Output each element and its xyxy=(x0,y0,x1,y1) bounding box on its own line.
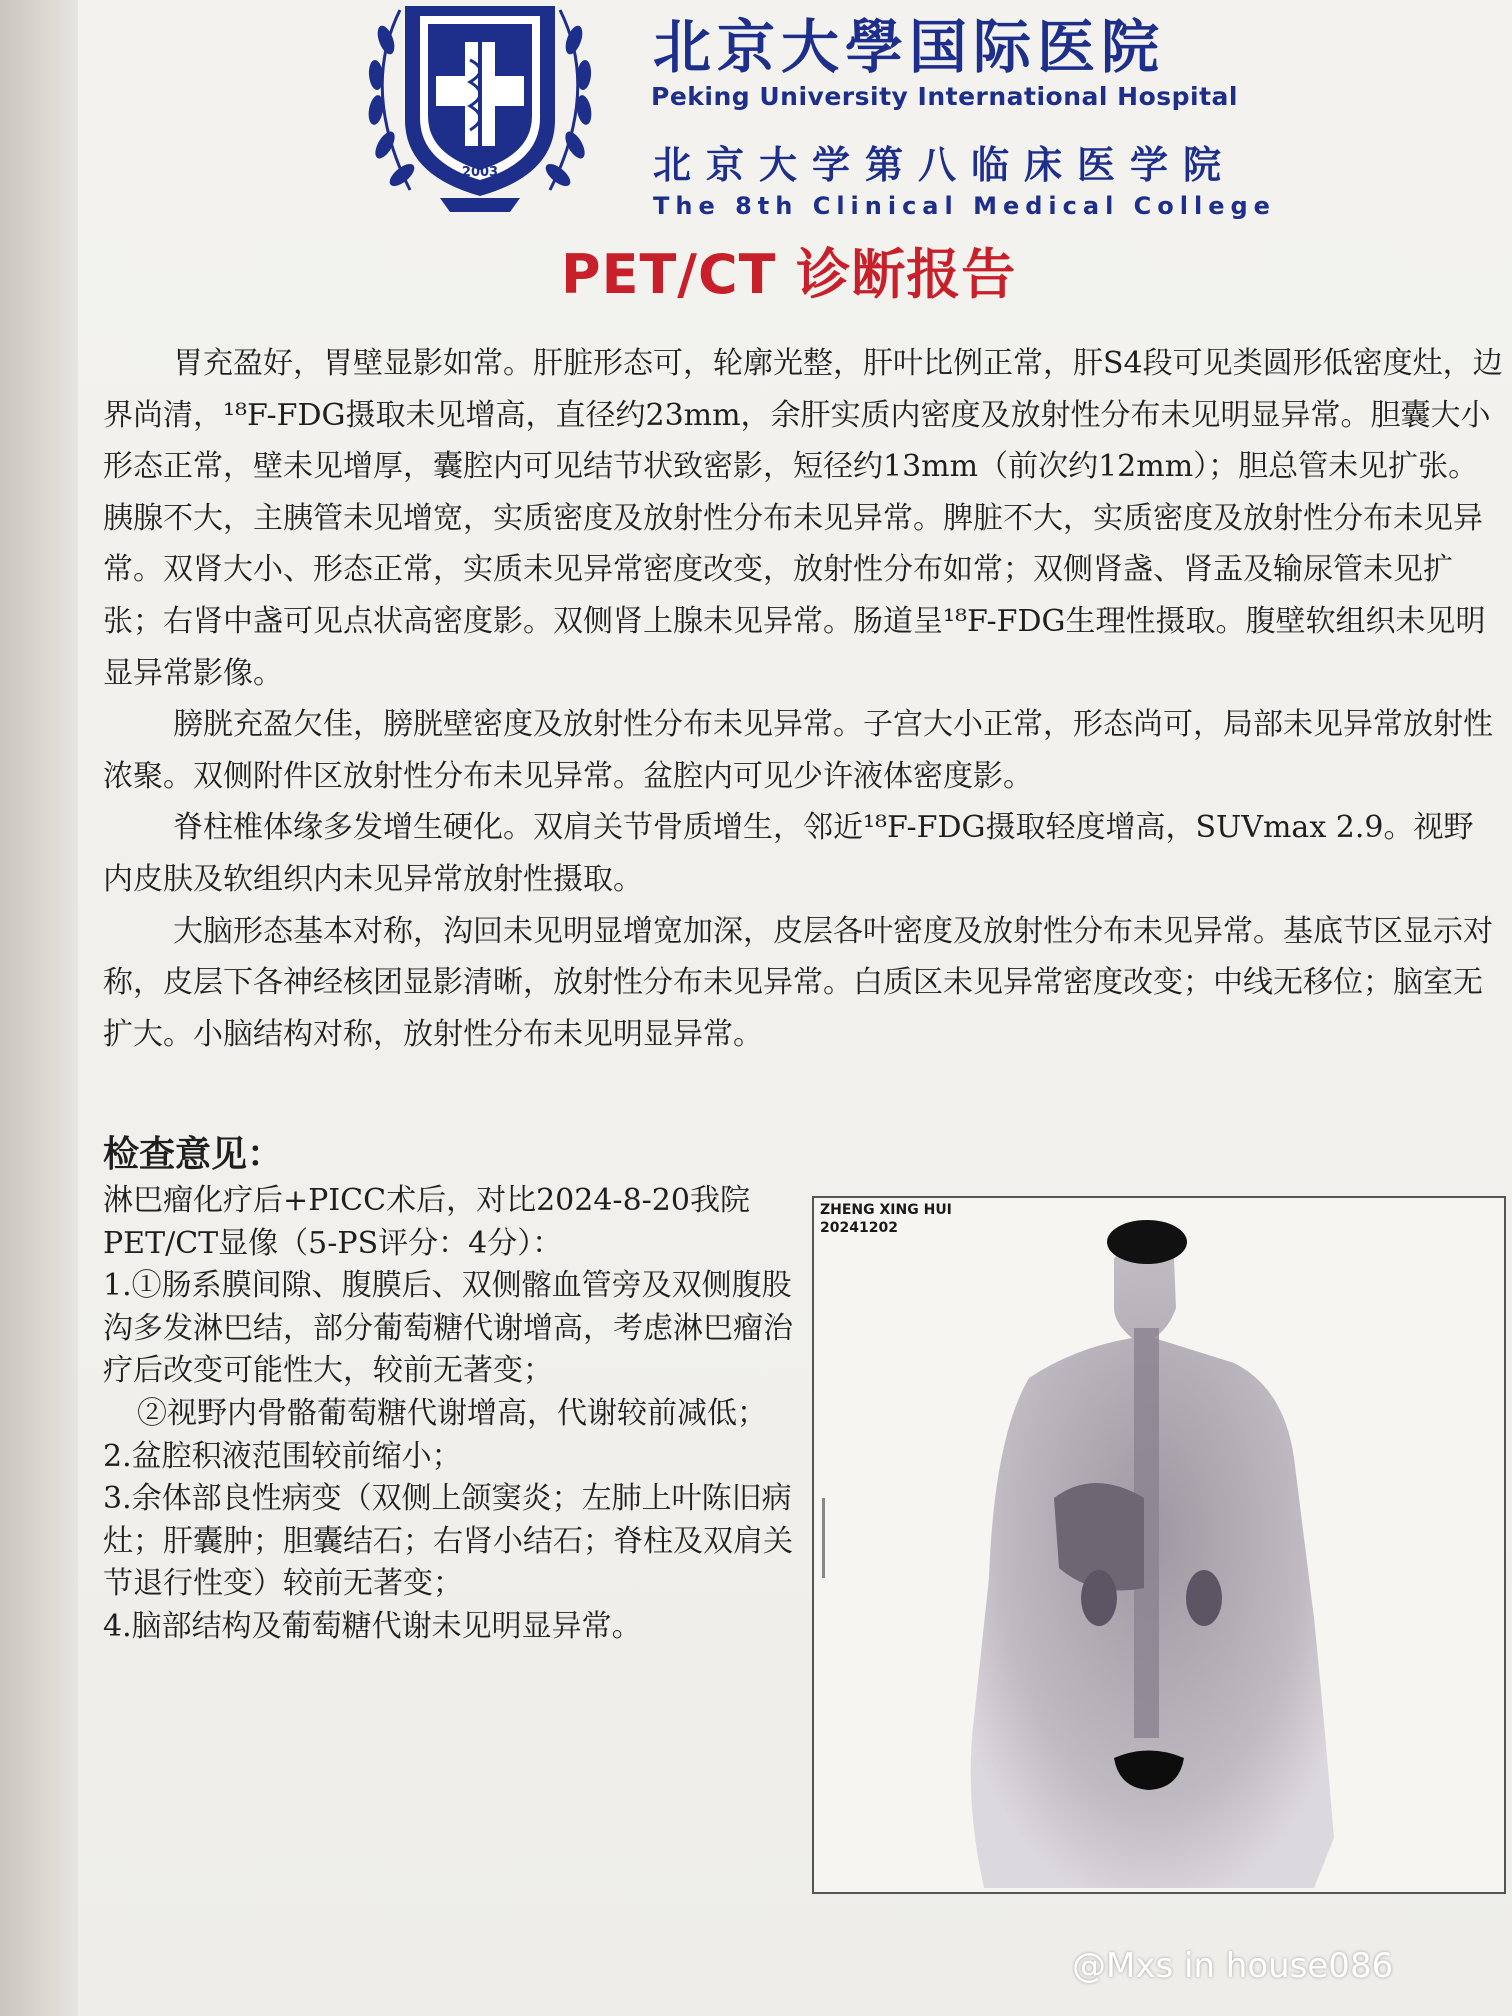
pet-patient-name: ZHENG XING HUI xyxy=(820,1202,952,1218)
pet-scan-date: 20241202 xyxy=(820,1220,898,1236)
findings-paragraph-skeleton: 脊柱椎体缘多发增生硬化。双肩关节骨质增生，邻近¹⁸F-FDG摄取轻度增高，SUVmax 2.9。视野内皮肤及软组织内未见异常放射性摄取。 xyxy=(103,810,1474,897)
conclusion-heading: 检查意见： xyxy=(103,1134,284,1175)
conclusion-item-1a: 1.①肠系膜间隙、腹膜后、双侧髂血管旁及双侧腹股沟多发淋巴结，部分葡萄糖代谢增高，考虑淋巴瘤治疗后改变可能性大，较前无著变； xyxy=(103,1268,793,1389)
hospital-name-en: Peking University International Hospital xyxy=(651,82,1238,111)
conclusion-intro: 淋巴瘤化疗后+PICC术后，对比2024-8-20我院PET/CT显像（5-PS评分：4分）： xyxy=(103,1183,750,1261)
logo-year: 2003 xyxy=(461,165,499,180)
college-name-en: The 8th Clinical Medical College xyxy=(653,192,1276,220)
watermark: @Mxs in house086 xyxy=(1072,1946,1394,1986)
findings-section xyxy=(103,338,1503,1060)
hospital-logo xyxy=(340,0,620,216)
conclusion-item-4: 4.脑部结构及葡萄糖代谢未见明显异常。 xyxy=(103,1608,642,1644)
findings-paragraph-brain: 大脑形态基本对称，沟回未见明显增宽加深，皮层各叶密度及放射性分布未见异常。基底节区显示对称，皮层下各神经核团显影清晰，放射性分布未见异常。白质区未见异常密度改变；中线无移位；脑室无扩大。小脑结构对称，放射性分布未见明显异常。 xyxy=(103,913,1493,1052)
report-header xyxy=(78,0,1512,310)
conclusion-item-2: 2.盆腔积液范围较前缩小； xyxy=(103,1438,462,1474)
page-gutter-shadow xyxy=(0,0,80,2016)
pet-mip-image xyxy=(812,1196,1506,1894)
college-name-cn: 北京大学第八临床医学院 xyxy=(653,143,1237,187)
conclusion-item-3: 3.余体部良性病变（双侧上颌窦炎；左肺上叶陈旧病灶；肝囊肿；胆囊结石；右肾小结石；脊柱及双肩关节退行性变）较前无著变； xyxy=(103,1481,793,1602)
findings-paragraph-abdomen: 胃充盈好，胃壁显影如常。肝脏形态可，轮廓光整，肝叶比例正常，肝S4段可见类圆形低密度灶，边界尚清，¹⁸F-FDG摄取未见增高，直径约23mm，余肝实质内密度及放射性分布未见明显异常。胆囊大小形态正常，壁未见增厚，囊腔内可见结节状致密影，短径约13mm（前次约12mm）；胆总管未见扩张。胰腺不大，主胰管未见增宽，实质密度及放射性分布未见异常。脾脏不大，实质密度及放射性分布未见异常。双肾大小、形态正常，实质未见异常密度改变，放射性分布如常；双侧肾盏、肾盂及输尿管未见扩张；右肾中盏可见点状高密度影。双侧肾上腺未见异常。肠道呈¹⁸F-FDG生理性摄取。腹壁软组织未见明显异常影像。 xyxy=(103,346,1503,691)
report-page xyxy=(78,0,1512,2016)
hospital-name-cn: 北京大學国际医院 xyxy=(653,13,1166,81)
conclusion-section xyxy=(103,1180,793,1649)
pet-body-scan-icon xyxy=(814,1198,1504,1892)
report-title: PET/CT 诊断报告 xyxy=(561,243,1017,306)
conclusion-item-1b: ②视野内骨骼葡萄糖代谢增高，代谢较前减低； xyxy=(137,1395,767,1431)
findings-paragraph-pelvis: 膀胱充盈欠佳，膀胱壁密度及放射性分布未见异常。子宫大小正常，形态尚可，局部未见异常放射性浓聚。双侧附件区放射性分布未见异常。盆腔内可见少许液体密度影。 xyxy=(103,707,1493,794)
